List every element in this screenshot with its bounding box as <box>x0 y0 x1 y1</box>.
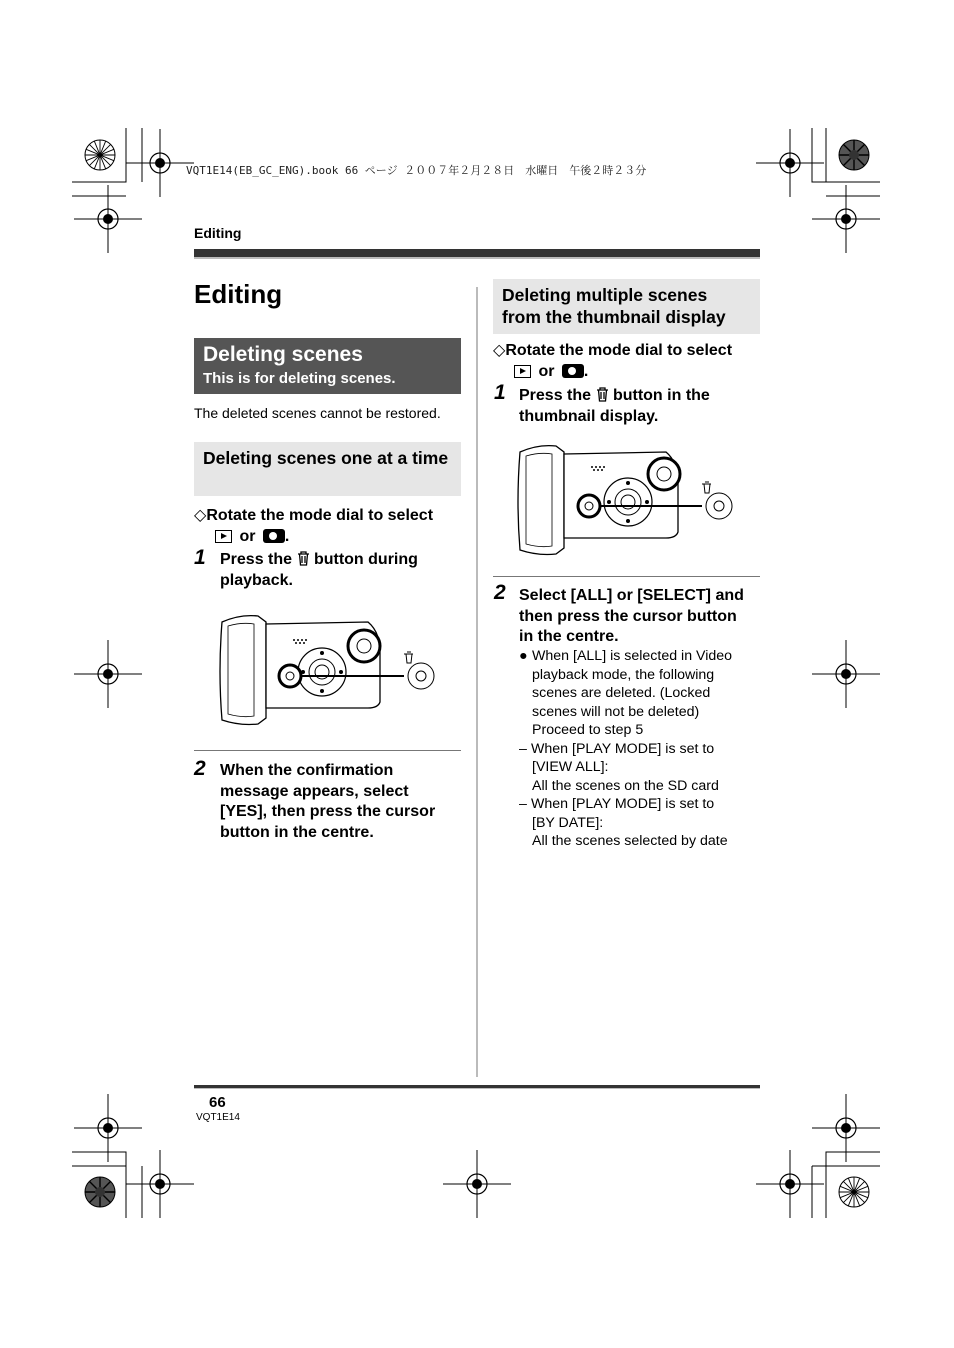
right-step2-line: Select [ALL] or [SELECT] and <box>519 587 744 604</box>
left-step2-line: button in the centre. <box>220 823 374 841</box>
left-step2-number: 2 <box>194 757 206 780</box>
bullet-sub-line: playback mode, the following <box>532 666 715 683</box>
diamond-icon: ◇ <box>194 507 207 524</box>
dash-mark: – <box>519 740 527 757</box>
left-step2-text <box>220 761 460 843</box>
bullet-sub-line: scenes will not be deleted) <box>532 703 700 720</box>
dash-mark: – <box>519 796 527 812</box>
right-step1-pre: Press the <box>519 387 592 404</box>
dash-sub-line: [BY DATE]: <box>532 814 604 831</box>
page-title: Editing <box>194 279 283 309</box>
one-at-a-time-heading: Deleting scenes one at a time <box>203 448 449 468</box>
top-rule <box>194 249 760 257</box>
left-step1-text <box>220 550 460 591</box>
bullet-sub-line: scenes are deleted. (Locked <box>532 685 711 701</box>
print-header: VQT1E14(EB_GC_ENG).book 66 ページ ２００７年２月２８日 水曜日 午後２時２３分 <box>186 164 647 177</box>
model-code: VQT1E14 <box>196 1112 240 1123</box>
left-step1-post: button during <box>313 551 418 568</box>
thumbnail-heading <box>502 284 754 328</box>
right-mode-icons <box>514 362 588 383</box>
thumbnail-heading-line: Deleting multiple scenes <box>502 285 708 305</box>
camera-illustration-thumbnail <box>516 442 738 558</box>
bullet-sub-line: Proceed to step 5 <box>532 722 644 738</box>
left-step1-number: 1 <box>194 546 206 569</box>
dash-sub-line: [VIEW ALL]: <box>532 759 609 775</box>
right-step1-number: 1 <box>494 381 506 404</box>
dash-sub-line: All the scenes on the SD card <box>532 777 719 794</box>
left-step2-line: message appears, select <box>220 782 409 800</box>
dash-item <box>519 795 759 814</box>
deleting-scenes-title: Deleting scenes <box>203 343 363 366</box>
trash-icon <box>596 387 609 402</box>
left-dial-instruction <box>194 506 433 527</box>
left-period: . <box>284 528 290 545</box>
dash-text: When [PLAY MODE] is set to <box>531 796 715 812</box>
right-dial-instruction <box>493 341 732 362</box>
dash-item <box>519 740 759 759</box>
right-step1-text <box>519 386 759 427</box>
diamond-icon: ◇ <box>493 342 506 359</box>
trash-icon <box>297 551 310 566</box>
camera-illustration-playback <box>218 612 440 728</box>
thumbnail-heading-line: from the thumbnail display <box>502 307 726 327</box>
page-number: 66 <box>209 1094 226 1111</box>
play-mode-icon <box>514 365 531 378</box>
right-period: . <box>583 363 589 380</box>
right-or-text: or <box>538 363 555 380</box>
right-step-divider <box>493 576 760 577</box>
top-rule-light <box>194 257 760 259</box>
bottom-rule-light <box>194 1088 760 1089</box>
deleting-scenes-box <box>194 338 461 394</box>
right-step1-line2: thumbnail display. <box>519 407 659 425</box>
left-step2-line: When the confirmation <box>220 762 394 779</box>
section-label: Editing <box>194 225 242 241</box>
left-or-text: or <box>239 528 256 545</box>
right-dial-text: Rotate the mode dial to select <box>505 342 733 359</box>
left-step-divider <box>194 750 461 751</box>
deleting-scenes-subtitle: This is for deleting scenes. <box>203 370 396 387</box>
bullet-dot: ● <box>519 648 528 664</box>
camera-mode-icon <box>562 364 584 378</box>
left-step1-line2: playback. <box>220 571 293 589</box>
right-step2-line: then press the cursor button <box>519 607 737 625</box>
right-step1-post: button in the <box>612 387 710 404</box>
dash-sub-line: All the scenes selected by date <box>532 833 728 849</box>
right-step2-text <box>519 586 760 648</box>
right-step2-line: in the centre. <box>519 628 619 645</box>
right-step2-details <box>519 647 759 851</box>
left-step1-pre: Press the <box>220 551 293 568</box>
bullet-item <box>519 647 759 666</box>
column-divider <box>476 287 478 1077</box>
left-step2-line: [YES], then press the cursor <box>220 803 436 820</box>
bullet-text: When [ALL] is selected in Video <box>532 648 733 664</box>
right-step2-number: 2 <box>494 581 506 604</box>
left-dial-text: Rotate the mode dial to select <box>206 507 434 524</box>
left-mode-icons <box>215 527 289 548</box>
thumbnail-heading-box <box>493 279 760 334</box>
one-at-a-time-heading-box <box>194 442 461 496</box>
dash-text: When [PLAY MODE] is set to <box>531 740 715 757</box>
camera-mode-icon <box>263 529 285 543</box>
restore-note: The deleted scenes cannot be restored. <box>194 405 441 421</box>
play-mode-icon <box>215 530 232 543</box>
